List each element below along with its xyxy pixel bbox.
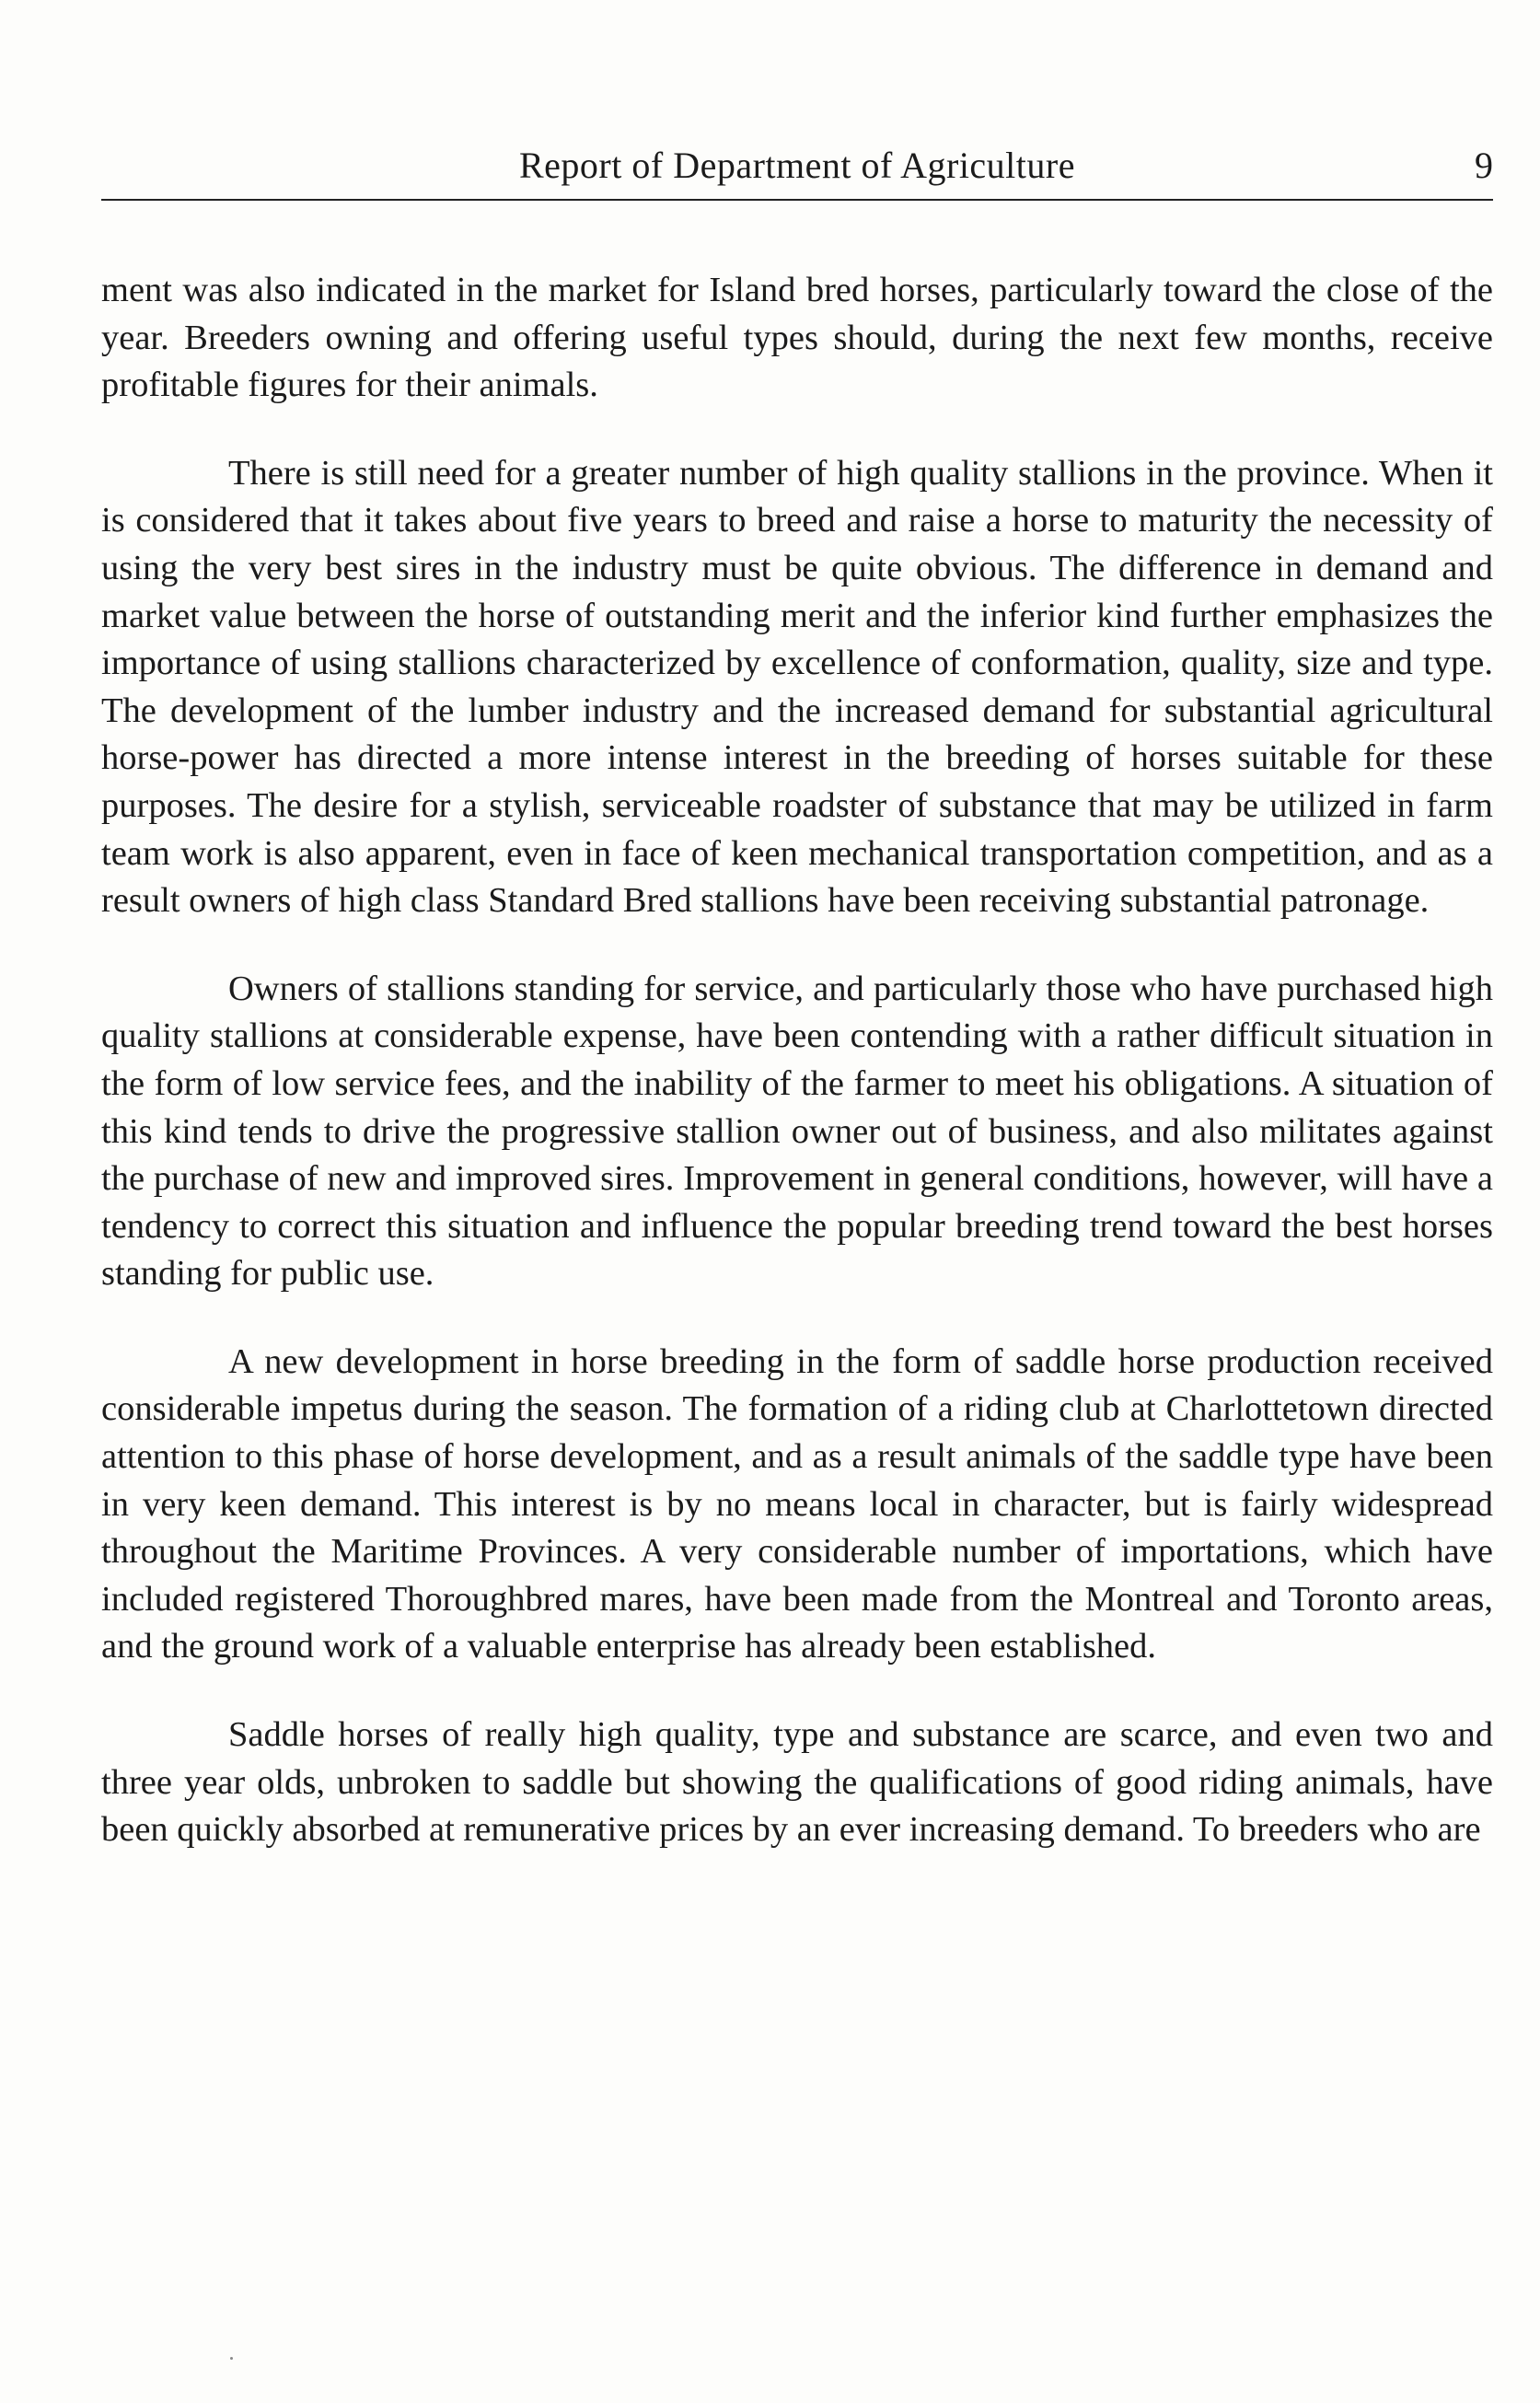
paragraph-5: Saddle horses of really high quality, type and substance are scarce, and even two and three year olds, unbroken to saddle but showing the qualifications of good riding animals, have been quickly absorbed at remunerative prices by an ever increasing demand. To breeders who are <box>101 1715 1493 1850</box>
running-header <box>101 140 1493 201</box>
paragraph-2: There is still need for a greater number of high quality stallions in the province. When it is considered that it takes about five years to breed and raise a horse to maturity the necessity of using the very best sires in the industry must be quite obvious. The difference in demand and market value between the horse of outstanding merit and the inferior kind further emphasizes the importance of using stallions characterized by excellence of conformation, quality, size and type. The development of the lumber industry and the increased demand for substantial agricultural horse-power has directed a more intense interest in the breeding of horses suitable for these purposes. The desire for a stylish, serviceable roadster of substance that may be utilized in farm team work is also apparent, even in face of keen mechanical transportation competition, and as a result owners of high class Standard Bred stallions have been receiving substantial patronage. <box>101 453 1493 921</box>
paragraph-1: ment was also indicated in the market for Island bred horses, particularly toward the close of the year. Breeders owning and offering useful types should, during the next few months, receive profitable figures for their animals. <box>101 271 1493 405</box>
header-title: Report of Department of Agriculture <box>519 145 1075 186</box>
page-number: 9 <box>1475 145 1493 186</box>
body-text <box>101 267 1493 1895</box>
paragraph-4: A new development in horse breeding in the form of saddle horse production received considerable impetus during the season. The formation of a riding club at Charlottetown directed attention to this phase of horse development, and as a result animals of the saddle type have been in very keen demand. This interest is by no means local in character, but is fairly widespread throughout the Maritime Provinces. A very considerable number of importations, which have included registered Thoroughbred mares, have been made from the Montreal and Toronto areas, and the ground work of a valuable enterprise has already been established. <box>101 1341 1493 1666</box>
print-speck <box>230 2357 233 2360</box>
paragraph-3: Owners of stallions standing for service, and particularly those who have purchased high quality stallions at considerable expense, have been contending with a rather difficult situation in the form of low service fees, and the inability of the farmer to meet his obligations. A situation of this kind tends to drive the progressive stallion owner out of business, and also militates against the purchase of new and improved sires. Improvement in general conditions, however, will have a tendency to correct this situation and influence the popular breeding trend toward the best horses standing for public use. <box>101 969 1493 1294</box>
